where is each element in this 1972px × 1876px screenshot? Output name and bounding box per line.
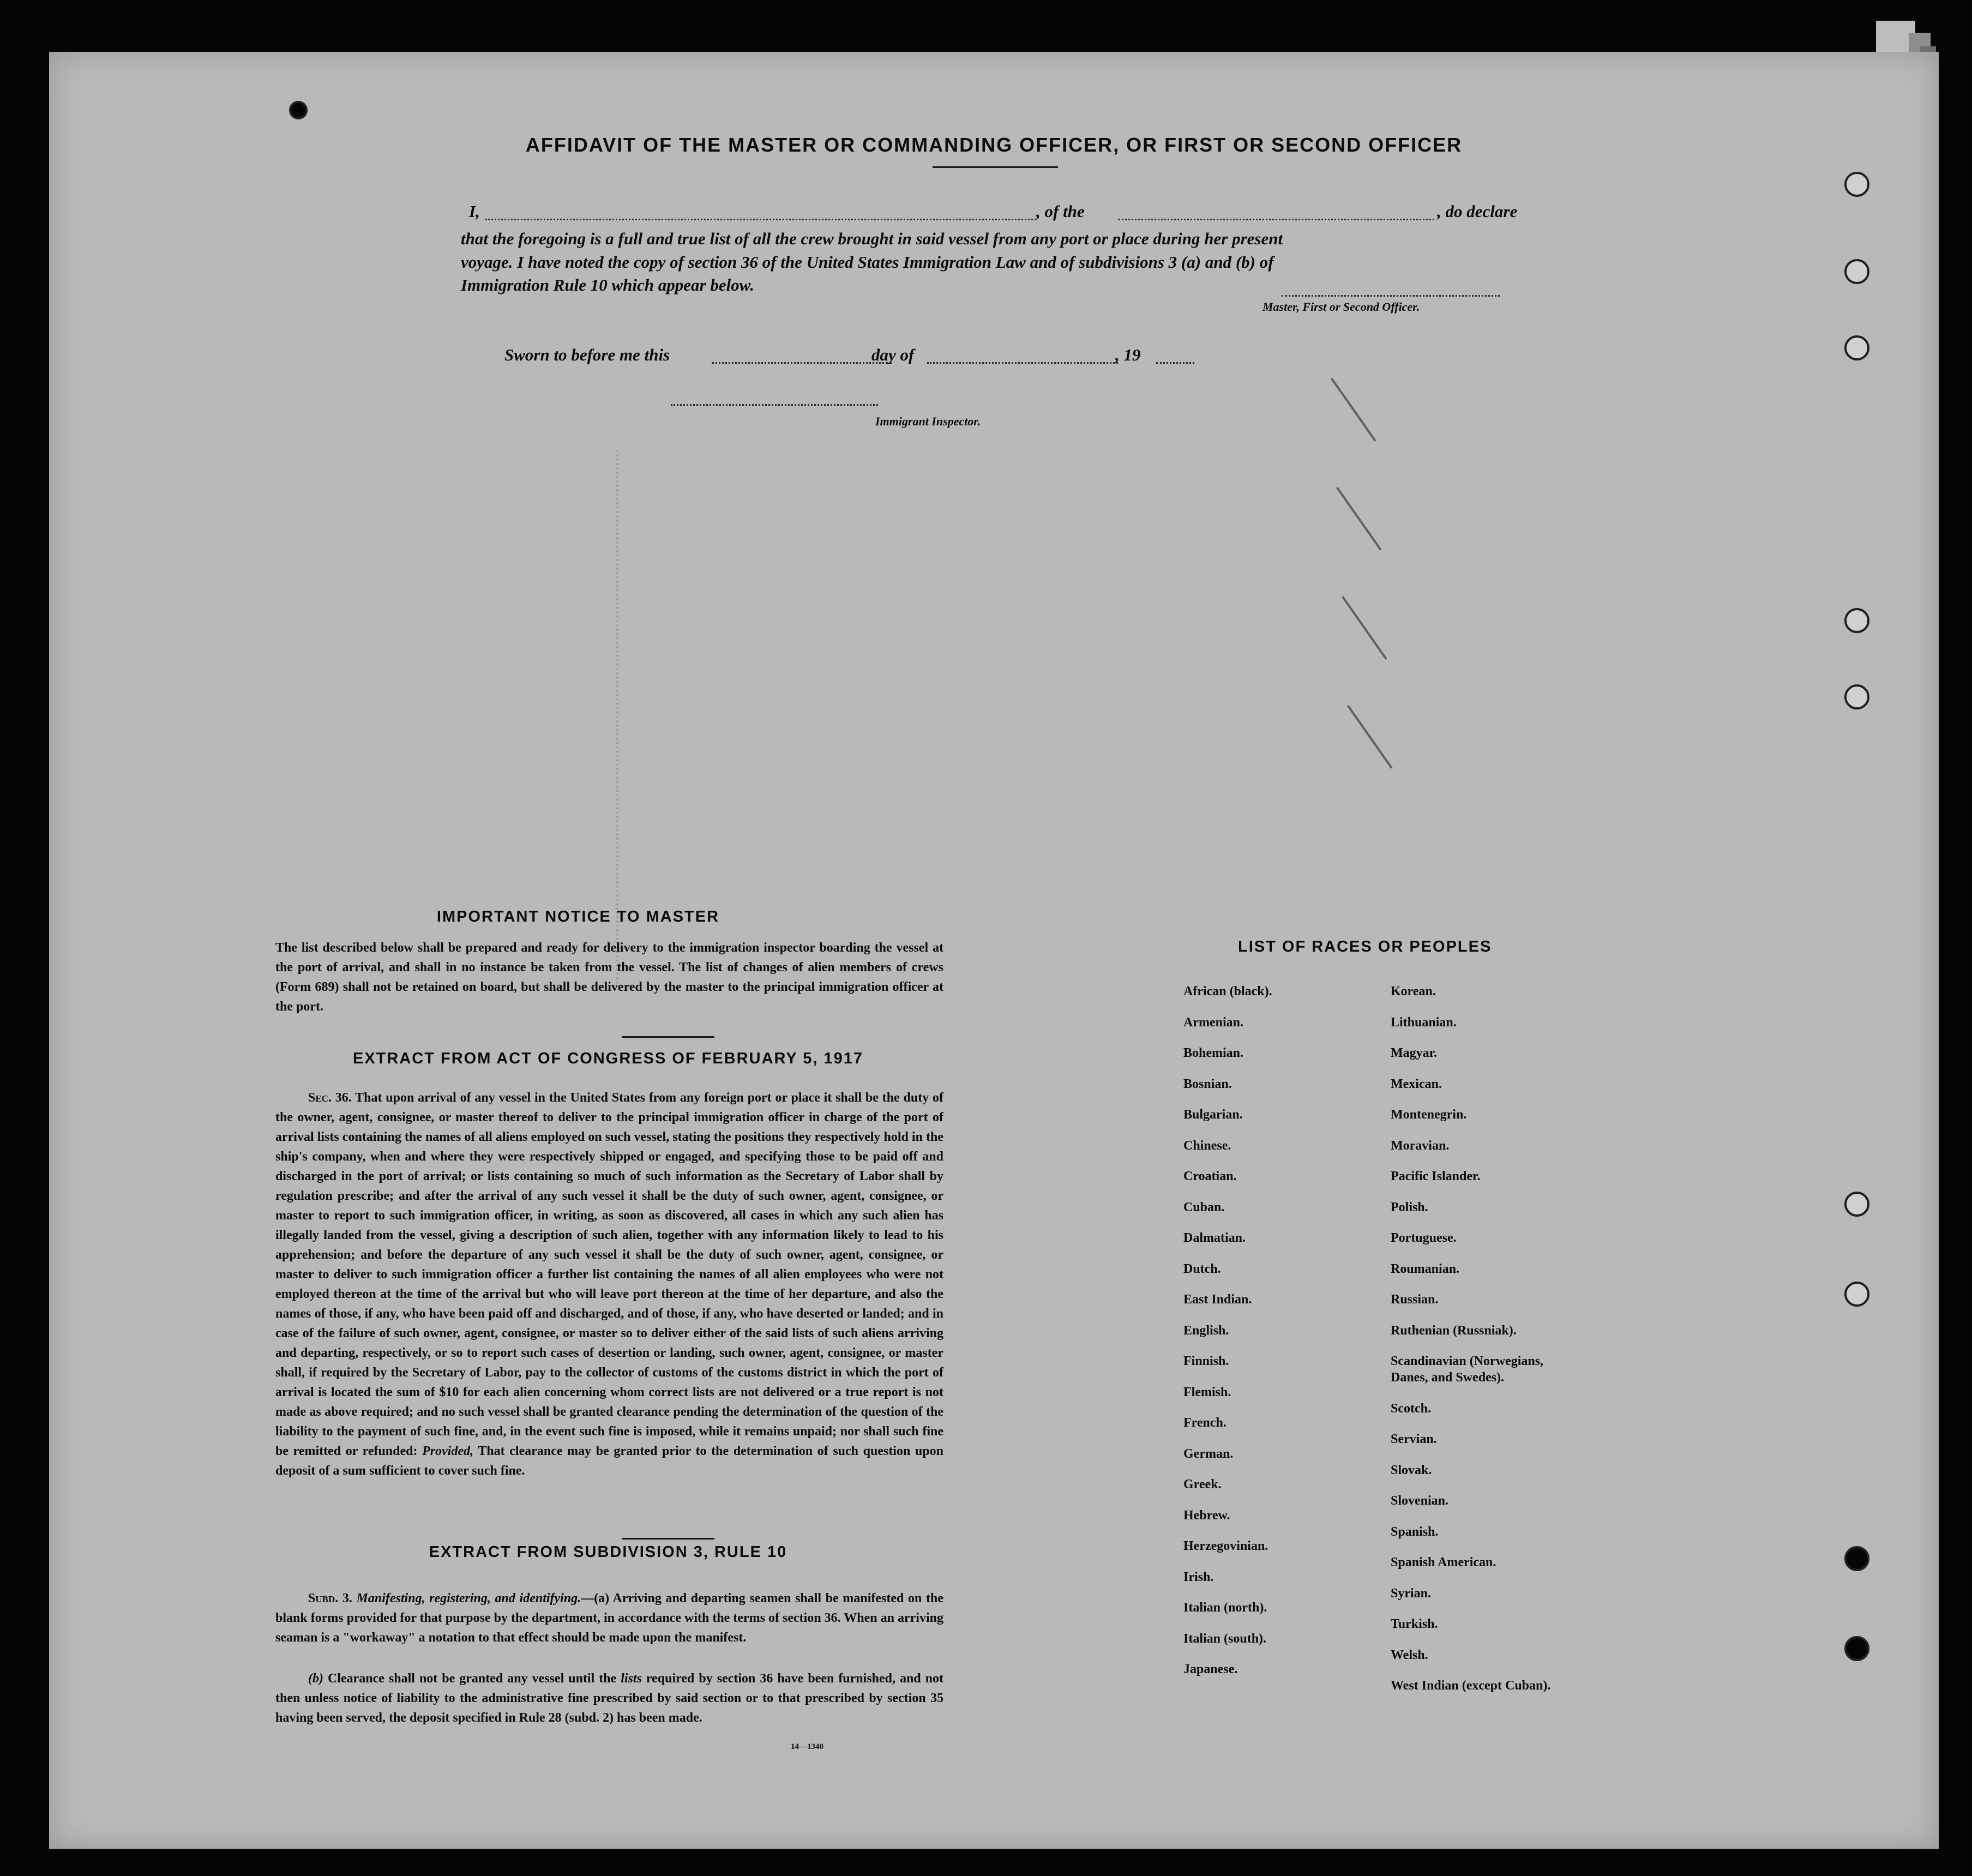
race-item: East Indian. — [1183, 1292, 1252, 1307]
race-item: Flemish. — [1183, 1385, 1231, 1399]
para-b-text-1: Clearance shall not be granted any vessel until the — [327, 1671, 617, 1686]
pencil-mark — [1336, 487, 1382, 551]
sworn-day-blank[interactable] — [712, 362, 892, 364]
races-left-column — [1183, 984, 1272, 1693]
race-item: Armenian. — [1183, 1015, 1243, 1030]
binder-hole — [1844, 1192, 1869, 1217]
race-item: Slovak. — [1391, 1463, 1432, 1477]
act-body — [275, 1088, 943, 1481]
bleed-through-line — [616, 450, 621, 984]
para-a-text: Arriving and departing seamen shall be manifested on the blank forms provided for that purpose by the department, in accordance with the terms of section 36. When an arriving seaman is a "workaway" a notation to that effect should be made upon the manifest. — [275, 1591, 943, 1645]
notice-body: The list described below shall be prepared and ready for delivery to the immigration inspector boarding the vessel at the port of arrival, and shall in no instance be taken from the vessel. The list of changes of alien members of crews (Form 689) shall not be retained on board, but shall be delivered by the master to the principal immigration officer at the port. — [275, 941, 943, 1014]
binder-hole — [1844, 1282, 1869, 1307]
binder-hole — [1844, 608, 1869, 633]
sworn-day-of: day of — [871, 345, 915, 364]
race-item: French. — [1183, 1416, 1227, 1430]
notice-title: IMPORTANT NOTICE TO MASTER — [436, 908, 720, 925]
form-number: 14—1340 — [791, 1742, 823, 1751]
provided-label: Provided, — [422, 1444, 474, 1458]
race-item: Servian. — [1391, 1432, 1437, 1446]
race-item: Bosnian. — [1183, 1077, 1232, 1091]
binder-hole — [1844, 335, 1869, 360]
vessel-blank[interactable] — [1118, 218, 1434, 220]
race-item: Greek. — [1183, 1477, 1222, 1492]
race-item: Dutch. — [1183, 1261, 1221, 1276]
signature-blank[interactable] — [1282, 294, 1500, 297]
race-item: Russian. — [1391, 1292, 1439, 1307]
race-item: Roumanian. — [1391, 1261, 1460, 1276]
race-item: Dalmatian. — [1183, 1231, 1246, 1245]
sworn-prefix: Sworn to before me this — [504, 345, 670, 364]
race-item: Croatian. — [1183, 1169, 1237, 1183]
subd-label: Subd. 3. — [308, 1591, 352, 1606]
sworn-month-blank[interactable] — [927, 362, 1118, 364]
race-item: Hebrew. — [1183, 1508, 1230, 1523]
race-item: English. — [1183, 1323, 1229, 1338]
para-b-label: (b) — [308, 1671, 323, 1686]
race-item: Herzegovinian. — [1183, 1539, 1268, 1553]
punch-mark — [289, 101, 308, 119]
race-item: Magyar. — [1391, 1046, 1438, 1060]
race-item: Moravian. — [1391, 1138, 1450, 1153]
race-item: Welsh. — [1391, 1647, 1428, 1662]
pencil-mark — [1342, 596, 1387, 660]
race-item: West Indian (except Cuban). — [1391, 1679, 1551, 1693]
notice-rule — [622, 1036, 714, 1038]
race-item: German. — [1183, 1446, 1234, 1461]
race-item: Polish. — [1391, 1200, 1428, 1214]
declaration-line-2: that the foregoing is a full and true list of all the crew brought in said vessel from any port or place during her present — [461, 229, 1283, 248]
act-title-text: EXTRACT FROM ACT OF CONGRESS OF FEBRUARY 5, 1917 — [352, 1050, 864, 1067]
race-item: Japanese. — [1183, 1662, 1238, 1676]
declaration-do-declare: , do declare — [1437, 202, 1518, 221]
race-item: Chinese. — [1183, 1138, 1231, 1153]
sworn-year-blank[interactable] — [1156, 362, 1194, 364]
race-item: Turkish. — [1391, 1617, 1438, 1631]
race-item: Irish. — [1183, 1570, 1214, 1584]
race-item: Mexican. — [1391, 1077, 1442, 1091]
declaration-i: I, — [469, 202, 480, 221]
race-item: African (black). — [1183, 984, 1272, 999]
signature-label: Master, First or Second Officer. — [1262, 300, 1420, 314]
races-title: LIST OF RACES OR PEOPLES — [1238, 938, 1492, 955]
document-sheet — [49, 52, 1939, 1849]
race-item: Finnish. — [1183, 1354, 1229, 1368]
para-b-text-2: required by section 36 have been furnished, and not then unless notice of liability to the administrative fine prescribed by said section or to that prescribed by section 35 having been served, the deposit specified in Rule 28 (subd. 2) has been made. — [275, 1671, 944, 1725]
section-label: Sec. 36. — [308, 1091, 352, 1105]
declaration-of-the: , of the — [1036, 202, 1085, 221]
race-item: Bohemian. — [1183, 1046, 1244, 1060]
race-item: Pacific Islander. — [1391, 1169, 1481, 1183]
binder-hole — [1844, 1546, 1869, 1571]
subd-heading: Manifesting, registering, and identifying. — [356, 1591, 581, 1606]
race-item: Lithuanian. — [1391, 1015, 1457, 1030]
binder-hole — [1844, 1636, 1869, 1661]
declaration-line-4: Immigration Rule 10 which appear below. — [461, 275, 754, 294]
race-item: Slovenian. — [1391, 1494, 1449, 1508]
race-item: Bulgarian. — [1183, 1108, 1243, 1122]
rule-para-a — [275, 1589, 943, 1647]
race-item: Spanish American. — [1391, 1555, 1496, 1570]
act-rule — [622, 1538, 714, 1540]
race-item: Spanish. — [1391, 1524, 1439, 1539]
act-text: That upon arrival of any vessel in the United States from any foreign port or place it shall be the duty of the owner, agent, consignee, or master thereof to deliver to the principal immigration officer in charge of the port of arrival lists containing the names of all aliens employed on such vessel, stating the positions they respectively hold in the ship's company, when and where they were respectively shipped or engaged, and specifying those to be paid off and discharged in the port of arrival; or lists containing so much of such information as the Secretary of Labor shall by regulation prescribe; and after the arrival of any such vessel it shall be the duty of such owner, agent, consignee, or master to report to such immigration officer, in writing, as soon as discovered, all cases in which any such alien has illegally landed from the vessel, giving a description of such alien, together with any information likely to lead to his apprehension; and before the departure of any such vessel it shall be the duty of such owner, agent, consignee, or master to deliver to such immigration officer a further list containing the names of all alien employees who were not employed thereon at the time of the arrival but who will leave port thereon at the time of her departure, and also the names of those, if any, who have been paid off and discharged, and of those, if any, who have deserted or landed; and in case of the failure of such owner, agent, consignee, or master so to deliver either of the said lists of such aliens arriving and departing, respectively, or so to report such cases of desertion or landing, such owner, agent, consignee, or master shall, if required by the Secretary of Labor, pay to the collector of customs of the customs district in which the port of arrival is located the sum of $10 for each alien concerning whom correct lists are not delivered or a true report is not made as above required; and no such vessel shall be granted clearance pending the determination of the question of the liability to the payment of such fine, and, in the event such fine is imposed, while it remains unpaid; nor shall such fine be remitted or refunded: — [275, 1091, 943, 1458]
race-item: Korean. — [1391, 984, 1436, 999]
binder-hole — [1844, 259, 1869, 284]
para-a-label: —(a) — [581, 1591, 610, 1606]
race-item: Italian (north). — [1183, 1601, 1267, 1615]
affidavit-heading: AFFIDAVIT OF THE MASTER OR COMMANDING OFFICER, OR FIRST OR SECOND OFFICER — [525, 134, 1463, 156]
act-text-end: That clearance may be granted prior to the determination of such question upon deposit of a sum sufficient to cover such fine. — [275, 1444, 943, 1478]
inspector-blank[interactable] — [671, 404, 878, 406]
race-item: Danes, and Swedes). — [1391, 1370, 1505, 1385]
race-item: Montenegrin. — [1391, 1108, 1467, 1122]
races-right-column — [1391, 984, 1550, 1710]
binder-hole — [1844, 684, 1869, 709]
name-blank[interactable] — [485, 218, 1036, 220]
heading-rule — [933, 166, 1058, 168]
binder-hole — [1844, 172, 1869, 197]
race-item: Italian (south). — [1183, 1631, 1267, 1646]
rule-title: EXTRACT FROM SUBDIVISION 3, RULE 10 — [429, 1543, 787, 1561]
act-title — [273, 1050, 943, 1068]
para-b-lists: lists — [621, 1671, 642, 1686]
pencil-mark — [1347, 705, 1393, 769]
sworn-year: , 19 — [1115, 345, 1141, 364]
race-item: Cuban. — [1183, 1200, 1225, 1214]
race-item: Ruthenian (Russniak). — [1391, 1323, 1517, 1338]
race-item: Portuguese. — [1391, 1231, 1457, 1245]
race-item: Scandinavian (Norwegians, — [1391, 1354, 1544, 1368]
race-item: Syrian. — [1391, 1586, 1432, 1601]
rule-para-b — [275, 1669, 943, 1728]
inspector-label: Immigrant Inspector. — [875, 414, 981, 428]
pencil-mark — [1331, 378, 1376, 442]
race-item: Scotch. — [1391, 1401, 1431, 1416]
declaration-line-3: voyage. I have noted the copy of section 36 of the United States Immigration Law and of subdivisions 3 (a) and (b) of — [461, 252, 1274, 272]
